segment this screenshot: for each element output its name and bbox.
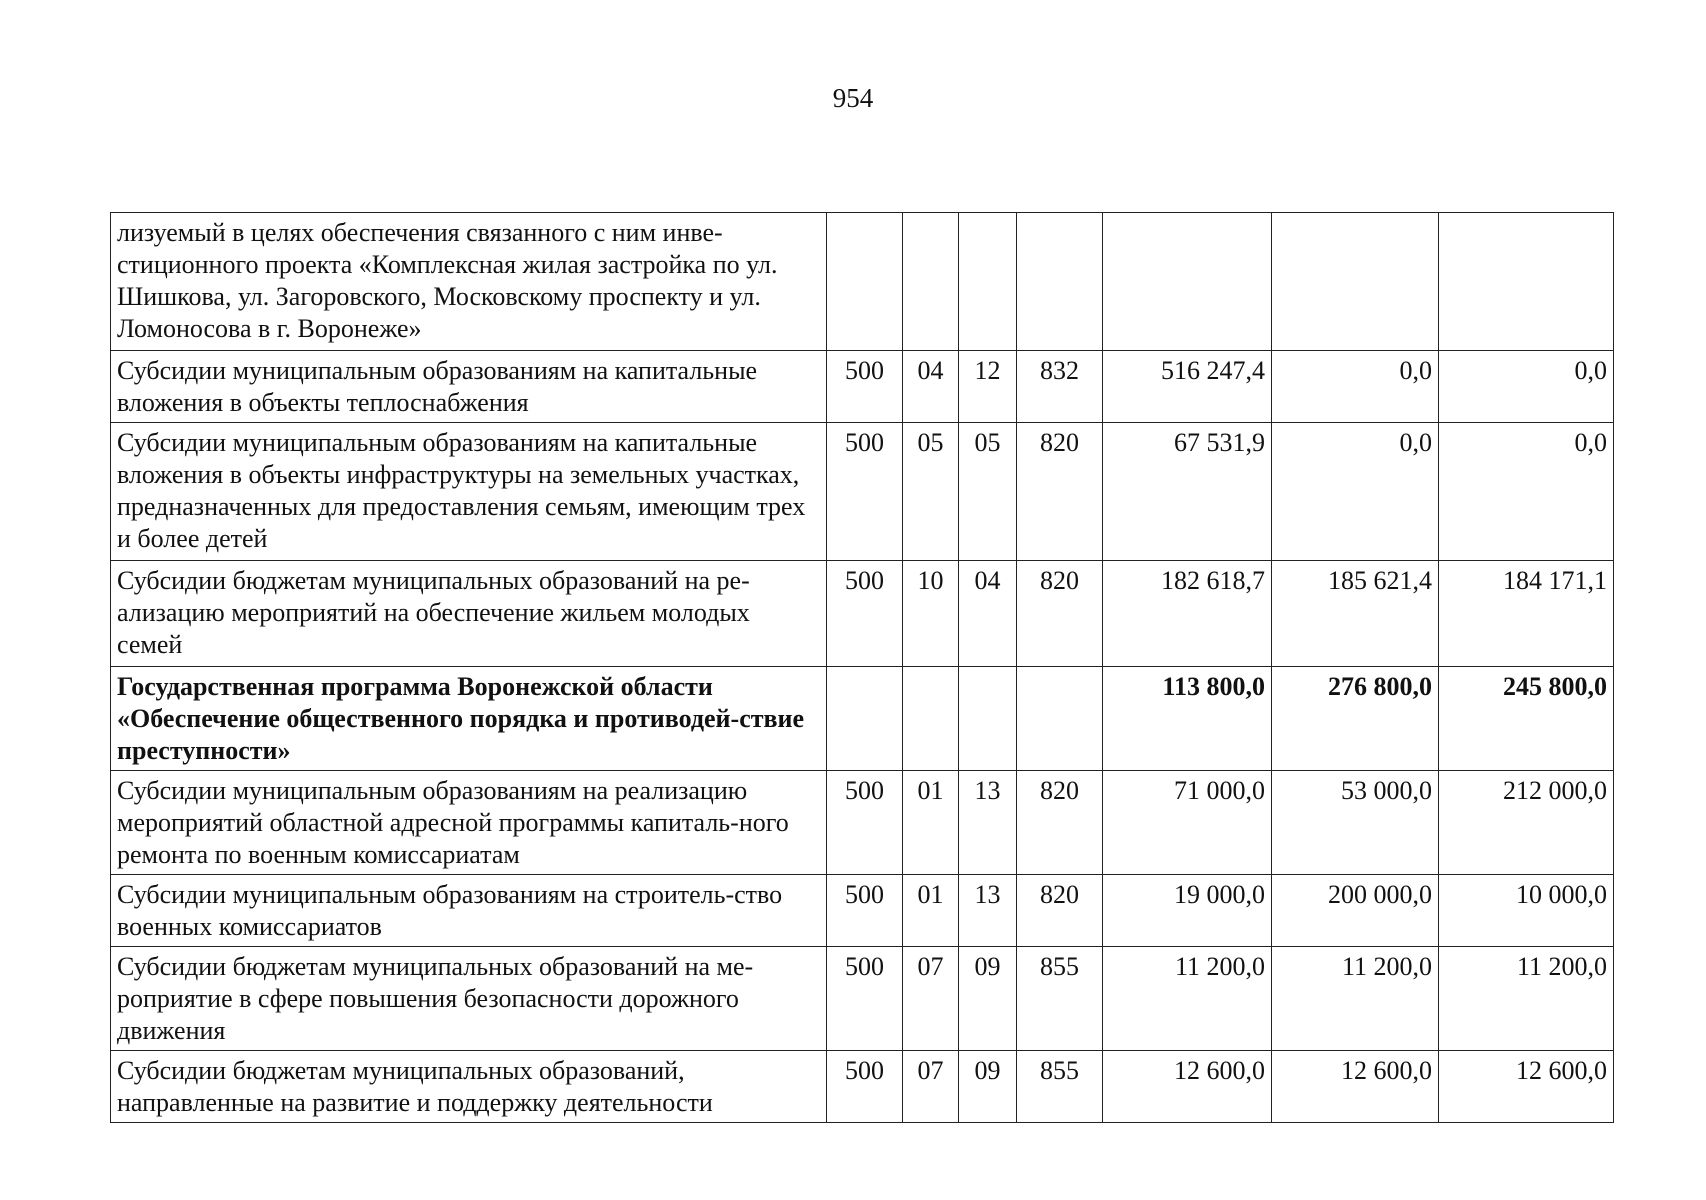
table-row [111, 771, 1614, 875]
amount-year-1: 516 247,4 [1103, 351, 1272, 423]
code-expense-type [1017, 213, 1103, 351]
table-row-program-total [111, 667, 1614, 771]
code-section: 01 [903, 771, 959, 875]
amount-year-3: 0,0 [1439, 351, 1614, 423]
table-body [111, 213, 1614, 1123]
code-section: 01 [903, 875, 959, 947]
code-section: 10 [903, 561, 959, 667]
amount-year-2: 53 000,0 [1272, 771, 1439, 875]
amount-year-3: 0,0 [1439, 423, 1614, 561]
code-subsection: 04 [959, 561, 1017, 667]
code-expense-type: 820 [1017, 561, 1103, 667]
amount-year-3: 12 600,0 [1439, 1051, 1614, 1123]
code-section: 07 [903, 1051, 959, 1123]
amount-year-3: 212 000,0 [1439, 771, 1614, 875]
code-subsection [959, 667, 1017, 771]
table-row [111, 213, 1614, 351]
code-expense-type: 820 [1017, 423, 1103, 561]
amount-year-2: 185 621,4 [1272, 561, 1439, 667]
code-section: 05 [903, 423, 959, 561]
code-subsection: 13 [959, 771, 1017, 875]
amount-year-1: 71 000,0 [1103, 771, 1272, 875]
code-ministry: 500 [827, 423, 903, 561]
row-name: Субсидии муниципальным образованиям на капитальные вложения в объекты инфраструктуры на земельных участках, предназначенных для предоставления семьям, имеющим трех и более детей [111, 423, 827, 561]
row-name: Субсидии бюджетам муниципальных образований, направленные на развитие и поддержку деятельности [111, 1051, 827, 1123]
amount-year-1: 67 531,9 [1103, 423, 1272, 561]
code-ministry: 500 [827, 875, 903, 947]
row-name: Субсидии муниципальным образованиям на капитальные вложения в объекты теплоснабжения [111, 351, 827, 423]
amount-year-1: 12 600,0 [1103, 1051, 1272, 1123]
code-ministry: 500 [827, 351, 903, 423]
code-ministry: 500 [827, 561, 903, 667]
code-ministry: 500 [827, 771, 903, 875]
code-expense-type: 832 [1017, 351, 1103, 423]
page-number: 954 [832, 83, 874, 113]
code-expense-type: 855 [1017, 947, 1103, 1051]
amount-year-2: 11 200,0 [1272, 947, 1439, 1051]
row-name: Субсидии бюджетам муниципальных образований на ме-роприятие в сфере повышения безопасности дорожного движения [111, 947, 827, 1051]
table-row [111, 561, 1614, 667]
code-section [903, 667, 959, 771]
code-expense-type: 855 [1017, 1051, 1103, 1123]
amount-year-2: 276 800,0 [1272, 667, 1439, 771]
budget-table [110, 212, 1614, 1123]
amount-year-1: 19 000,0 [1103, 875, 1272, 947]
code-subsection: 05 [959, 423, 1017, 561]
amount-year-2: 0,0 [1272, 351, 1439, 423]
row-name: Государственная программа Воронежской области «Обеспечение общественного порядка и противодей-ствие преступности» [111, 667, 827, 771]
code-ministry [827, 213, 903, 351]
amount-year-2: 12 600,0 [1272, 1051, 1439, 1123]
code-section: 07 [903, 947, 959, 1051]
amount-year-1: 11 200,0 [1103, 947, 1272, 1051]
row-name: Субсидии муниципальным образованиям на реализацию мероприятий областной адресной программы капиталь-ного ремонта по военным комиссариатам [111, 771, 827, 875]
code-subsection: 09 [959, 947, 1017, 1051]
code-ministry: 500 [827, 1051, 903, 1123]
code-expense-type [1017, 667, 1103, 771]
row-name: Субсидии бюджетам муниципальных образований на ре-ализацию мероприятий на обеспечение жильем молодых семей [111, 561, 827, 667]
amount-year-2: 200 000,0 [1272, 875, 1439, 947]
code-section [903, 213, 959, 351]
amount-year-3: 11 200,0 [1439, 947, 1614, 1051]
table-row [111, 423, 1614, 561]
amount-year-3: 10 000,0 [1439, 875, 1614, 947]
amount-year-3: 245 800,0 [1439, 667, 1614, 771]
table-row [111, 947, 1614, 1051]
row-name: лизуемый в целях обеспечения связанного с ним инве-стиционного проекта «Комплексная жилая застройка по ул. Шишкова, ул. Загоровского, Московскому проспекту и ул. Ломоносова в г. Воронеже» [111, 213, 827, 351]
row-name: Субсидии муниципальным образованиям на строитель-ство военных комиссариатов [111, 875, 827, 947]
code-subsection: 12 [959, 351, 1017, 423]
amount-year-3 [1439, 213, 1614, 351]
amount-year-1: 182 618,7 [1103, 561, 1272, 667]
table-row [111, 351, 1614, 423]
code-subsection [959, 213, 1017, 351]
amount-year-3: 184 171,1 [1439, 561, 1614, 667]
amount-year-2: 0,0 [1272, 423, 1439, 561]
amount-year-1: 113 800,0 [1103, 667, 1272, 771]
table-row [111, 875, 1614, 947]
code-ministry [827, 667, 903, 771]
table-row [111, 1051, 1614, 1123]
code-subsection: 13 [959, 875, 1017, 947]
amount-year-1 [1103, 213, 1272, 351]
code-expense-type: 820 [1017, 875, 1103, 947]
code-subsection: 09 [959, 1051, 1017, 1123]
amount-year-2 [1272, 213, 1439, 351]
code-section: 04 [903, 351, 959, 423]
code-ministry: 500 [827, 947, 903, 1051]
code-expense-type: 820 [1017, 771, 1103, 875]
